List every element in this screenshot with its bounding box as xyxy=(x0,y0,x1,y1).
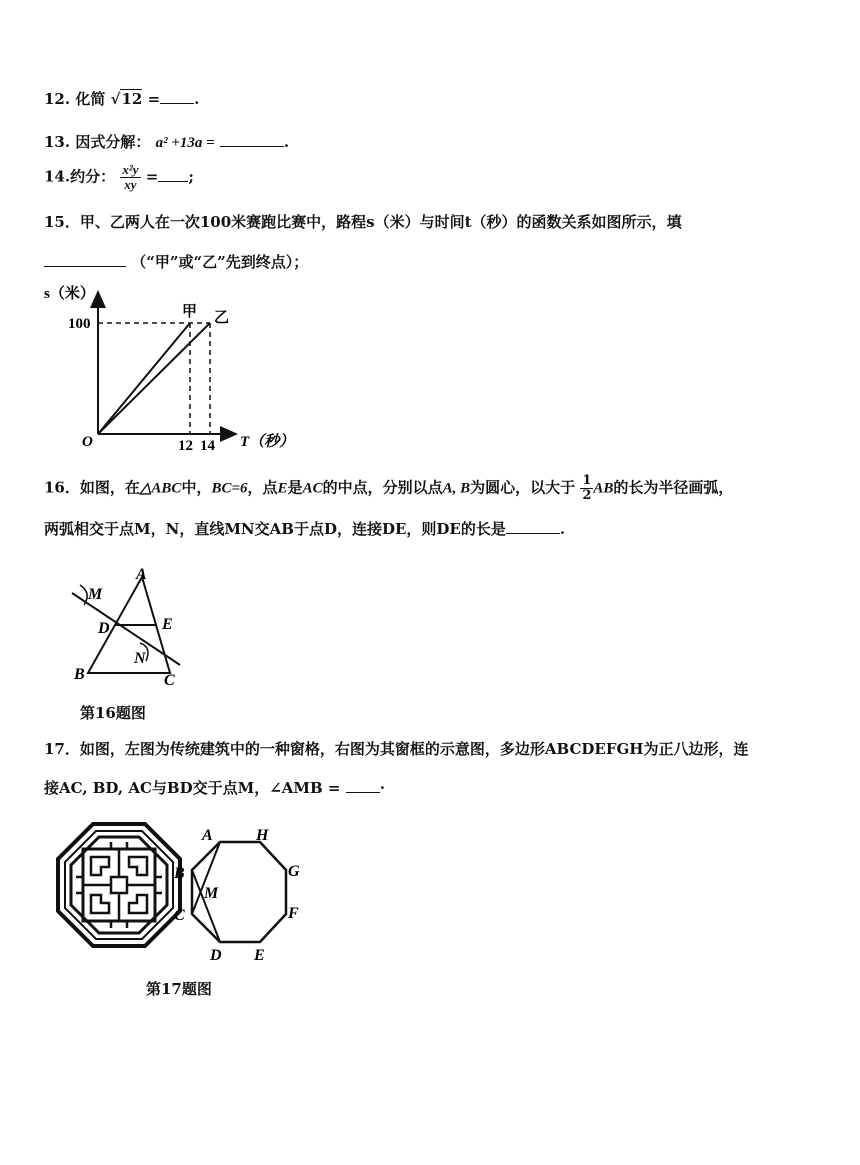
y-axis-label: s（米） xyxy=(44,286,95,302)
question-15-line-2 xyxy=(44,251,308,272)
origin-label: O xyxy=(82,434,93,450)
diagonal-ac xyxy=(192,842,220,914)
label-a: A xyxy=(202,827,213,844)
fraction-denominator: xy xyxy=(124,177,137,192)
question-text: 约分： xyxy=(70,167,116,186)
answer-blank[interactable] xyxy=(220,144,284,147)
text-segment: 中， xyxy=(181,478,212,497)
figure-16-caption: 第16题图 xyxy=(80,704,146,722)
equals-sign: = xyxy=(147,90,161,108)
figure-17-caption: 第17题图 xyxy=(146,980,212,998)
answer-blank[interactable] xyxy=(506,531,560,534)
text-segment: 为圆心，以大于 xyxy=(470,478,576,497)
label-b: B xyxy=(74,666,85,683)
end-punct: . xyxy=(283,133,290,151)
math-ac: AC xyxy=(302,480,323,497)
question-number: 13. xyxy=(44,133,71,151)
label-c: C xyxy=(164,672,175,689)
line-jia xyxy=(98,323,190,434)
end-punct: . xyxy=(194,90,200,108)
text-segment: 两弧相交于点M，N，直线MN交AB于点D，连接DE，则DE的长是 xyxy=(44,520,506,538)
label-m: M xyxy=(204,885,219,902)
answer-blank[interactable] xyxy=(158,179,188,182)
y-tick-100: 100 xyxy=(68,316,91,332)
text-segment: 16．如图，在 xyxy=(44,478,140,497)
question-15-hint: （“甲”或“乙”先到终点）； xyxy=(131,253,309,271)
question-17-line-2 xyxy=(44,777,385,798)
q17-window-lattice-figure xyxy=(56,822,182,948)
question-number: 12. xyxy=(44,90,71,108)
fraction-half xyxy=(580,474,593,503)
q17-octagon-figure xyxy=(168,822,308,970)
question-13 xyxy=(44,131,289,152)
label-f: F xyxy=(288,905,299,922)
text-segment: 接AC, BD, AC与BD交于点M，∠AMB = xyxy=(44,779,341,797)
question-number: 14. xyxy=(44,167,71,186)
equals-sign: = xyxy=(145,167,159,186)
end-punct: ; xyxy=(188,167,194,186)
x-axis-label: T（秒） xyxy=(240,434,295,450)
expression: a² +13a = xyxy=(155,135,215,151)
label-d: D xyxy=(98,620,110,637)
fraction xyxy=(120,163,140,192)
math-abc: △ABC xyxy=(139,480,182,497)
end-punct: · xyxy=(379,779,385,797)
x-tick-12: 12 xyxy=(178,438,193,454)
answer-blank[interactable] xyxy=(44,264,126,267)
label-d: D xyxy=(210,947,222,964)
line-label-jia: 甲 xyxy=(182,304,198,320)
label-g: G xyxy=(288,863,300,880)
line-yi xyxy=(98,323,210,434)
text-segment: 的长为半径画弧， xyxy=(613,478,734,497)
text-segment: 的中点，分别以点 xyxy=(322,478,443,497)
label-h: H xyxy=(256,827,269,844)
label-n: N xyxy=(134,650,146,667)
question-16-line-1 xyxy=(44,474,733,503)
label-a: A xyxy=(136,566,147,583)
radicand: 12 xyxy=(121,90,143,108)
label-b: B xyxy=(174,865,185,882)
text-segment: 是 xyxy=(287,478,303,497)
label-e: E xyxy=(162,616,173,633)
answer-blank[interactable] xyxy=(160,101,194,104)
diagonal-bd xyxy=(192,870,220,942)
question-14 xyxy=(44,163,194,192)
fraction-numerator: 1 xyxy=(582,473,592,488)
arc-m xyxy=(80,585,87,605)
question-15-line-1: 15．甲、乙两人在一次100米赛跑比赛中，路程s（米）与时间t（秒）的函数关系如图所示，填 xyxy=(44,213,682,231)
question-17-line-1: 17．如图，左图为传统建筑中的一种窗格，右图为其窗框的示意图，多边形ABCDEFGH为正八边形，连 xyxy=(44,740,749,758)
label-m: M xyxy=(88,586,103,603)
question-16-line-2 xyxy=(44,518,565,539)
math-e: E xyxy=(277,480,288,497)
question-12 xyxy=(44,88,199,109)
line-label-yi: 乙 xyxy=(214,310,230,326)
question-text: 化简 xyxy=(75,90,106,108)
label-e: E xyxy=(254,947,265,964)
fraction-numerator: x²y xyxy=(122,162,139,177)
answer-blank[interactable] xyxy=(346,790,380,793)
math-bc: BC=6 xyxy=(211,480,248,497)
math-ab-points: A, B xyxy=(442,480,471,497)
fraction-denominator: 2 xyxy=(582,488,592,503)
math-ab: AB xyxy=(593,480,614,497)
text-segment: ，点 xyxy=(247,478,278,497)
sqrt-symbol: √ xyxy=(110,90,121,108)
q16-triangle-figure xyxy=(62,565,202,690)
q15-distance-time-graph xyxy=(40,282,320,454)
end-punct: . xyxy=(559,520,566,538)
label-c: C xyxy=(174,907,185,924)
question-text: 因式分解： xyxy=(75,133,151,151)
x-tick-14: 14 xyxy=(200,438,215,454)
